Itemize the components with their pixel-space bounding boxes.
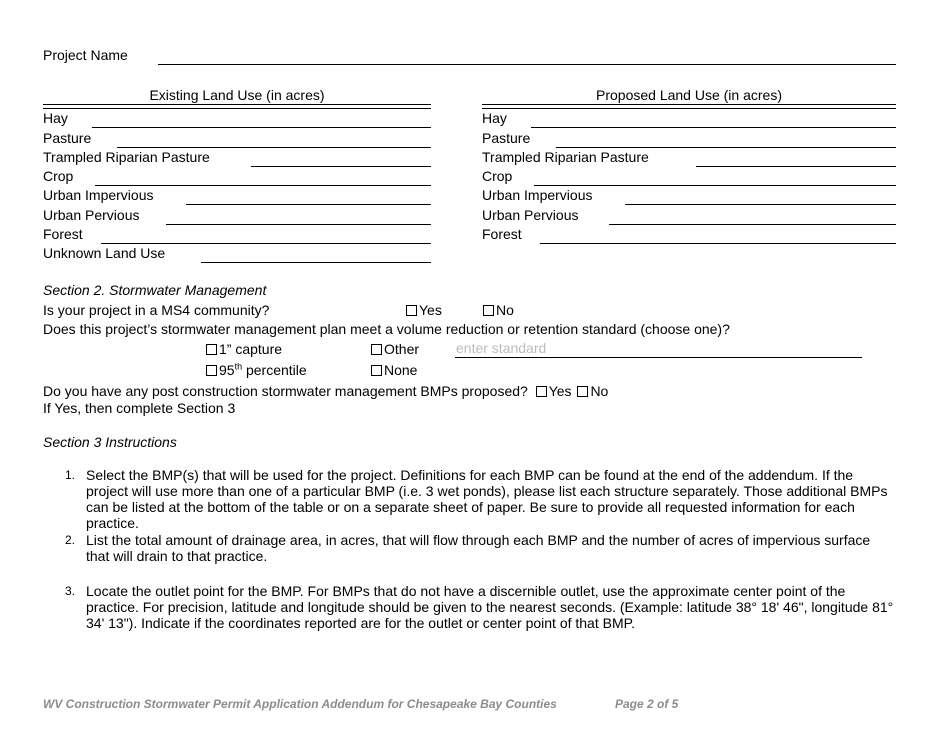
none-checkbox[interactable] bbox=[371, 365, 382, 376]
if-yes-instruction bbox=[43, 400, 235, 416]
95th-percentile-option[interactable] bbox=[206, 362, 307, 378]
existing-pasture-input[interactable] bbox=[117, 147, 431, 148]
95th-superscript: th bbox=[234, 361, 243, 372]
proposed-pasture-input[interactable] bbox=[556, 147, 896, 148]
ms4-no-checkbox[interactable] bbox=[483, 305, 494, 316]
existing-item-pasture: Pasture bbox=[43, 130, 92, 146]
existing-hay-input[interactable] bbox=[92, 127, 431, 128]
proposed-header-rule bbox=[482, 104, 896, 109]
proposed-urban-pervious-input[interactable] bbox=[609, 224, 896, 225]
bmp-yes-label: Yes bbox=[548, 383, 572, 399]
proposed-forest-input[interactable] bbox=[540, 243, 896, 244]
existing-urban-impervious-input[interactable] bbox=[186, 204, 431, 205]
if-prefix: If bbox=[43, 400, 55, 416]
proposed-hay-input[interactable] bbox=[531, 127, 896, 128]
capture-checkbox[interactable] bbox=[206, 344, 217, 355]
other-label: Other bbox=[384, 341, 420, 357]
ms4-no-option[interactable] bbox=[483, 302, 514, 318]
enter-standard-placeholder: enter standard bbox=[456, 340, 547, 356]
95th-label: percentile bbox=[242, 362, 307, 378]
instruction-2-number: 2. bbox=[65, 533, 76, 547]
existing-land-use-title: Existing Land Use (in acres) bbox=[149, 87, 325, 103]
bmp-no-option[interactable] bbox=[577, 383, 608, 399]
existing-forest-input[interactable] bbox=[101, 243, 431, 244]
proposed-item-urban-impervious: Urban Impervious bbox=[482, 187, 593, 203]
proposed-trampled-input[interactable] bbox=[696, 166, 896, 167]
enter-standard-input[interactable] bbox=[455, 357, 862, 358]
existing-item-trampled: Trampled Riparian Pasture bbox=[43, 149, 210, 165]
ms4-question: Is your project in a MS4 community? bbox=[43, 302, 270, 318]
existing-trampled-input[interactable] bbox=[251, 166, 431, 167]
ms4-yes-label: Yes bbox=[419, 302, 442, 318]
project-name-label: Project Name bbox=[43, 47, 128, 63]
instruction-2-text: List the total amount of drainage area, in acres, that will flow through each BMP and the number of acres of impervious surface that will drain to that practice. bbox=[86, 532, 871, 564]
if-section-ref: Section 3 bbox=[176, 400, 236, 416]
ms4-yes-checkbox[interactable] bbox=[406, 305, 417, 316]
95th-number: 95 bbox=[219, 362, 235, 378]
capture-label: 1” capture bbox=[219, 341, 283, 357]
instruction-1-text: Select the BMP(s) that will be used for the project. Definitions for each BMP can be found at the end of the addendum. If the project will use more than one of a particular BMP (i.e. 3 wet ponds), please list each structure separately. Those additional BMPs can be listed at the bottom of the table or on a separate sheet of paper. Be sure to provide all requested information for each practice. bbox=[86, 467, 888, 531]
bmp-yes-option[interactable] bbox=[536, 383, 572, 399]
existing-item-urban-impervious: Urban Impervious bbox=[43, 187, 154, 203]
capture-option[interactable] bbox=[206, 341, 282, 357]
bmp-question: Do you have any post construction stormwater management BMPs proposed? bbox=[43, 383, 528, 399]
existing-item-forest: Forest bbox=[43, 226, 83, 242]
bmp-question-row bbox=[43, 383, 608, 399]
instruction-3-number: 3. bbox=[65, 584, 76, 598]
if-middle: , then complete bbox=[77, 400, 177, 416]
existing-item-unknown: Unknown Land Use bbox=[43, 245, 166, 261]
other-option[interactable] bbox=[371, 341, 419, 357]
footer-title: WV Construction Stormwater Permit Application Addendum for Chesapeake Bay Counties bbox=[43, 697, 557, 711]
existing-item-urban-pervious: Urban Pervious bbox=[43, 207, 140, 223]
proposed-crop-input[interactable] bbox=[534, 185, 896, 186]
instruction-1-number: 1. bbox=[65, 468, 76, 482]
existing-header-rule bbox=[43, 104, 431, 109]
ms4-no-label: No bbox=[496, 302, 514, 318]
proposed-item-hay: Hay bbox=[482, 110, 507, 126]
proposed-item-trampled: Trampled Riparian Pasture bbox=[482, 149, 649, 165]
existing-item-hay: Hay bbox=[43, 110, 68, 126]
bmp-yes-checkbox[interactable] bbox=[536, 386, 547, 397]
ms4-yes-option[interactable] bbox=[406, 302, 442, 318]
footer-page-number: Page 2 of 5 bbox=[615, 697, 679, 711]
existing-crop-input[interactable] bbox=[95, 185, 431, 186]
proposed-urban-impervious-input[interactable] bbox=[625, 204, 896, 205]
instruction-3-text: Locate the outlet point for the BMP. For BMPs that do not have a discernible outlet, use the approximate center point of the practice. For precision, latitude and longitude should be given to the nearest seconds. (Example: latitude 38° 18' 46", longitude 81° 34' 13"). Indicate if the coordinates reported are for the outlet or center point of that BMP. bbox=[86, 583, 894, 631]
standard-question: Does this project’s stormwater management plan meet a volume reduction or retention standard (choose one)? bbox=[43, 321, 730, 337]
none-label: None bbox=[384, 362, 418, 378]
if-yes-word: Yes bbox=[54, 400, 78, 416]
none-option[interactable] bbox=[371, 362, 417, 378]
existing-urban-pervious-input[interactable] bbox=[166, 224, 431, 225]
existing-unknown-input[interactable] bbox=[201, 262, 431, 263]
proposed-item-crop: Crop bbox=[482, 168, 513, 184]
proposed-item-urban-pervious: Urban Pervious bbox=[482, 207, 579, 223]
project-name-input[interactable] bbox=[158, 64, 896, 65]
95th-percentile-checkbox[interactable] bbox=[206, 365, 217, 376]
section3-title: Section 3 Instructions bbox=[43, 434, 177, 450]
proposed-item-forest: Forest bbox=[482, 226, 522, 242]
proposed-item-pasture: Pasture bbox=[482, 130, 531, 146]
bmp-no-checkbox[interactable] bbox=[577, 386, 588, 397]
section2-title: Section 2. Stormwater Management bbox=[43, 282, 267, 298]
other-checkbox[interactable] bbox=[371, 344, 382, 355]
proposed-land-use-title: Proposed Land Use (in acres) bbox=[596, 87, 782, 103]
bmp-no-label: No bbox=[590, 383, 609, 399]
existing-item-crop: Crop bbox=[43, 168, 74, 184]
